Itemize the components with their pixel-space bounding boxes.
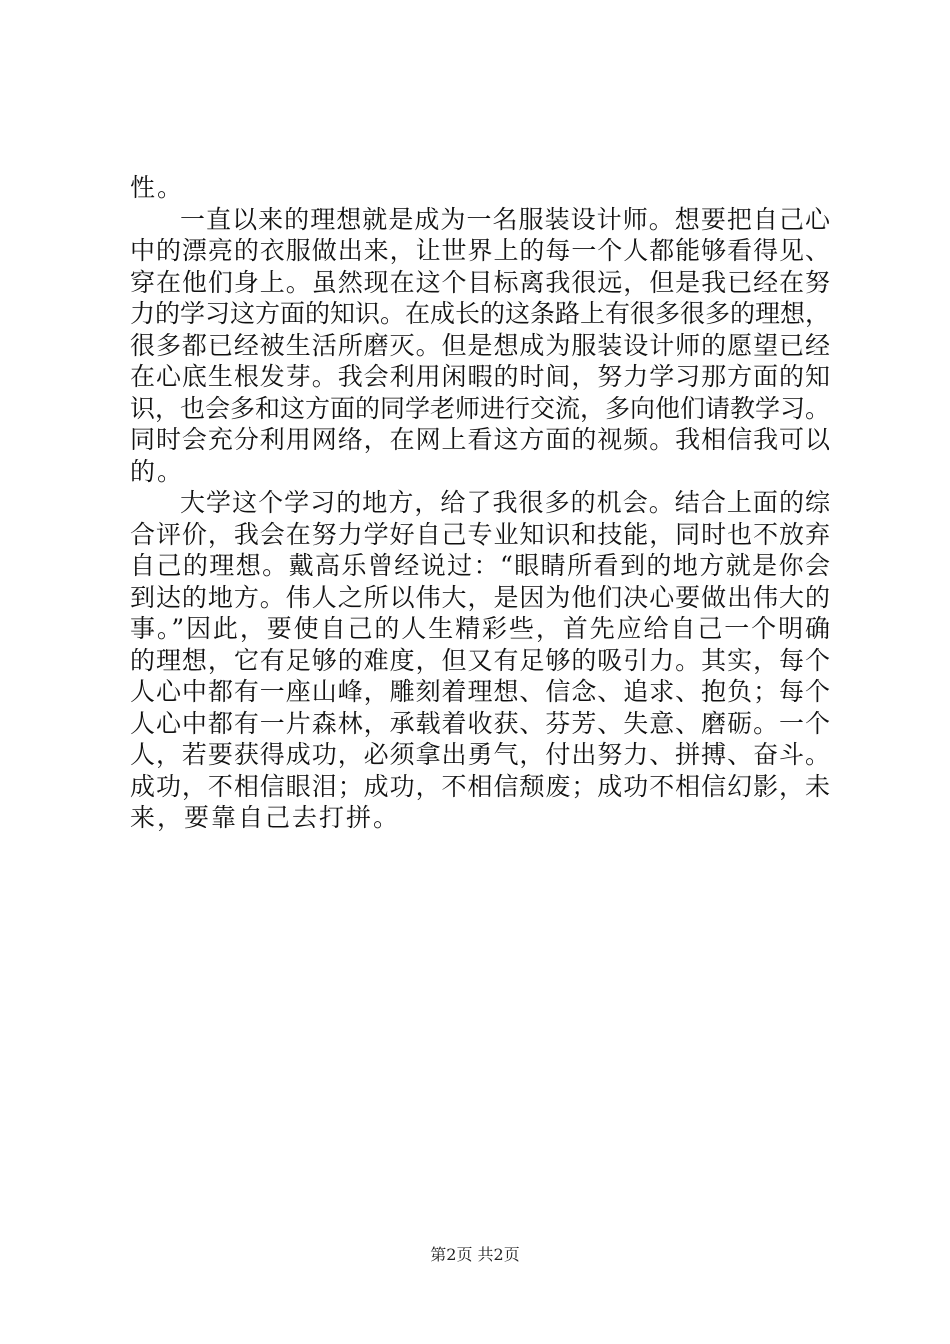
text-line: 事。”因此，要使自己的人生精彩些，首先应给自己一个明确	[130, 614, 830, 643]
text-line: 性。	[130, 173, 185, 202]
text-line: 来，要靠自己去打拼。	[130, 803, 401, 832]
text-line: 的理想，它有足够的难度，但又有足够的吸引力。其实，每个	[130, 645, 830, 675]
text-line: 人，若要获得成功，必须拿出勇气，付出努力、拼搏、奋斗。	[130, 740, 830, 769]
text-line: 的。	[130, 456, 185, 486]
text-line: 人心中都有一座山峰，雕刻着理想、信念、追求、抱负；每个	[130, 677, 830, 706]
text-line: 自己的理想。戴高乐曾经说过：“眼睛所看到的地方就是你会	[130, 551, 830, 580]
page-number: 第2页 共2页	[430, 1245, 520, 1264]
text-line: 到达的地方。伟人之所以伟大，是因为他们决心要做出伟大的	[130, 582, 830, 612]
text-line: 人心中都有一片森林，承载着收获、芬芳、失意、磨砺。一个	[130, 708, 830, 738]
text-line: 识，也会多和这方面的同学老师进行交流，多向他们请教学习。	[130, 393, 831, 423]
text-line: 穿在他们身上。虽然现在这个目标离我很远，但是我已经在努	[130, 267, 830, 297]
body-text	[130, 172, 830, 834]
text-line: 同时会充分利用网络，在网上看这方面的视频。我相信我可以	[130, 425, 830, 454]
text-line: 中的漂亮的衣服做出来，让世界上的每一个人都能够看得见、	[130, 236, 830, 265]
text-line: 一直以来的理想就是成为一名服装设计师。想要把自己心	[180, 204, 830, 234]
text-line: 合评价，我会在努力学好自己专业知识和技能，同时也不放弃	[130, 519, 830, 549]
text-line: 在心底生根发芽。我会利用闲暇的时间，努力学习那方面的知	[130, 362, 830, 391]
text-line: 大学这个学习的地方，给了我很多的机会。结合上面的综	[180, 488, 830, 517]
text-line: 力的学习这方面的知识。在成长的这条路上有很多很多的理想，	[130, 299, 831, 328]
text-line: 成功，不相信眼泪；成功，不相信颓废；成功不相信幻影，未	[130, 771, 830, 801]
page-footer	[0, 1245, 950, 1265]
text-line: 很多都已经被生活所磨灭。但是想成为服装设计师的愿望已经	[130, 330, 830, 360]
